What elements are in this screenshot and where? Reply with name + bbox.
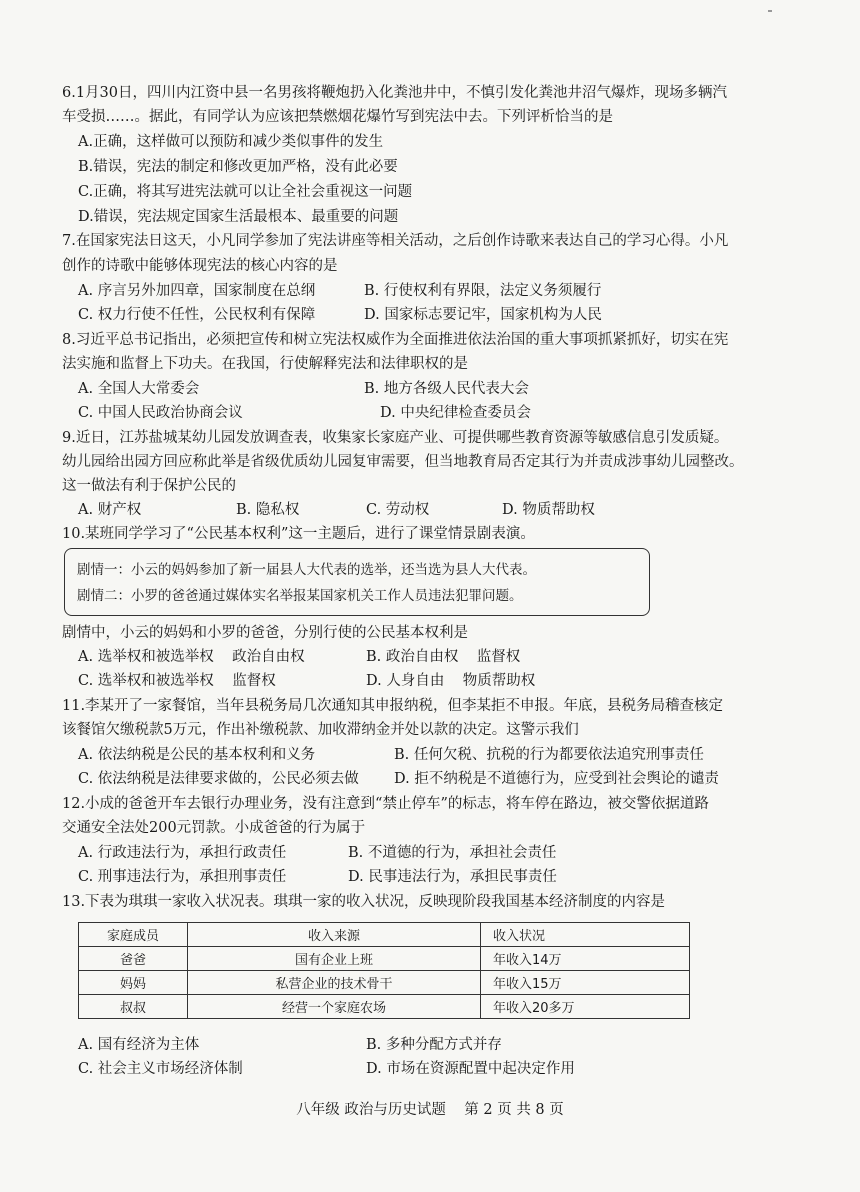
q12-option-d: D. 民事违法行为，承担民事责任: [348, 869, 557, 885]
page-footer: 八年级 政治与历史试题 第 2 页 共 8 页: [296, 1102, 564, 1118]
q13-option-d: D. 市场在资源配置中起决定作用: [366, 1061, 575, 1077]
table-header: 收入状况: [481, 923, 690, 947]
q6-option-d: D.错误，宪法规定国家生活最根本、最重要的问题: [78, 209, 399, 225]
table-header: 收入来源: [188, 923, 481, 947]
q11-option-b: B. 任何欠税、抗税的行为都要依法追究刑事责任: [394, 747, 704, 763]
q6-option-b: B.错误，宪法的制定和修改更加严格，没有此必要: [78, 159, 398, 175]
q8-stem-line2: 法实施和监督上下功夫。在我国，行使解释宪法和法律职权的是: [62, 356, 468, 372]
q11-option-d: D. 拒不纳税是不道德行为，应受到社会舆论的谴责: [394, 771, 719, 787]
table-cell: 国有企业上班: [188, 947, 481, 971]
q6-option-c: C.正确，将其写进宪法就可以让全社会重视这一问题: [78, 184, 413, 200]
q9-option-c: C. 劳动权: [366, 502, 430, 518]
q6-option-a: A.正确，这样做可以预防和减少类似事件的发生: [78, 134, 384, 150]
q10-option-d: D. 人身自由 物质帮助权: [366, 673, 536, 689]
table-row: [79, 947, 690, 971]
q8-option-b: B. 地方各级人民代表大会: [364, 381, 529, 397]
q11-option-c: C. 依法纳税是法律要求做的，公民必须去做: [78, 771, 359, 787]
q11-stem-line1: 11.李某开了一家餐馆，当年县税务局几次通知其申报纳税，但李某拒不申报。年底，县税务局稽查核定: [62, 698, 724, 714]
table-cell: 年收入14万: [481, 947, 690, 971]
q8-option-c: C. 中国人民政治协商会议: [78, 405, 243, 421]
table-cell: 爸爸: [79, 947, 188, 971]
table-row: [79, 995, 690, 1019]
table-header: 家庭成员: [79, 923, 188, 947]
q9-option-d: D. 物质帮助权: [502, 502, 595, 518]
table-row: [79, 971, 690, 995]
q12-option-a: A. 行政违法行为，承担行政责任: [78, 845, 287, 861]
q8-option-a: A. 全国人大常委会: [78, 381, 200, 397]
table-cell: 年收入20多万: [481, 995, 690, 1019]
q9-option-a: A. 财产权: [78, 502, 142, 518]
q7-option-d: D. 国家标志要记牢，国家机构为人民: [364, 307, 602, 323]
q9-stem-line2: 幼儿园给出园方回应称此举是省级优质幼儿园复审需要，但当地教育局否定其行为并责成涉事幼儿园整改。: [62, 454, 744, 470]
q10-option-c: C. 选举权和被选举权 监督权: [78, 673, 276, 689]
q7-option-b: B. 行使权利有界限，法定义务须履行: [364, 283, 602, 299]
q7-stem-line1: 7.在国家宪法日这天，小凡同学参加了宪法讲座等相关活动，之后创作诗歌来表达自己的学习心得。小凡: [62, 233, 729, 249]
table-cell: 叔叔: [79, 995, 188, 1019]
q10-stem-line2: 剧情中，小云的妈妈和小罗的爸爸，分别行使的公民基本权利是: [62, 625, 468, 641]
q7-option-a: A. 序言另外加四章，国家制度在总纲: [78, 283, 316, 299]
q9-stem-line3: 这一做法有利于保护公民的: [62, 478, 236, 494]
q8-stem-line1: 8.习近平总书记指出，必须把宣传和树立宪法权威作为全面推进依法治国的重大事项抓紧抓好，切实在宪: [62, 332, 729, 348]
q7-stem-line2: 创作的诗歌中能够体现宪法的核心内容的是: [62, 258, 338, 274]
q6-stem-line2: 车受损……。据此，有同学认为应该把禁燃烟花爆竹写到宪法中去。下列评析恰当的是: [62, 109, 613, 125]
income-table: [78, 922, 690, 1019]
q10-option-a: A. 选举权和被选举权 政治自由权: [78, 649, 305, 665]
q10-option-b: B. 政治自由权 监督权: [366, 649, 521, 665]
scenario-1: 剧情一：小云的妈妈参加了新一届县人大代表的选举，还当选为县人大代表。: [77, 562, 536, 578]
q13-stem-line1: 13.下表为琪琪一家收入状况表。琪琪一家的收入状况，反映现阶段我国基本经济制度的内容是: [62, 894, 666, 910]
q7-option-c: C. 权力行使不任性，公民权利有保障: [78, 307, 316, 323]
table-cell: 年收入15万: [481, 971, 690, 995]
q13-option-a: A. 国有经济为主体: [78, 1037, 200, 1053]
table-cell: 私营企业的技术骨干: [188, 971, 481, 995]
scenario-2: 剧情二：小罗的爸爸通过媒体实名举报某国家机关工作人员违法犯罪问题。: [77, 588, 523, 604]
q11-option-a: A. 依法纳税是公民的基本权利和义务: [78, 747, 316, 763]
q13-option-c: C. 社会主义市场经济体制: [78, 1061, 243, 1077]
q12-option-b: B. 不道德的行为，承担社会责任: [348, 845, 557, 861]
q12-stem-line2: 交通安全法处200元罚款。小成爸爸的行为属于: [62, 820, 366, 836]
q11-stem-line2: 该餐馆欠缴税款5万元，作出补缴税款、加收滞纳金并处以款的决定。这警示我们: [62, 722, 579, 738]
table-cell: 妈妈: [79, 971, 188, 995]
q6-stem-line1: 6.1月30日，四川内江资中县一名男孩将鞭炮扔入化粪池井中，不慎引发化粪池井沼气爆炸，现场多辆汽: [62, 85, 728, 101]
scan-mark: [768, 10, 772, 12]
q13-option-b: B. 多种分配方式并存: [366, 1037, 502, 1053]
q12-option-c: C. 刑事违法行为，承担刑事责任: [78, 869, 287, 885]
q12-stem-line1: 12.小成的爸爸开车去银行办理业务，没有注意到“禁止停车”的标志，将车停在路边，被交警依据道路: [62, 796, 709, 812]
table-header-row: [79, 923, 690, 947]
q8-option-d: D. 中央纪律检查委员会: [380, 405, 531, 421]
scenario-box: [64, 548, 650, 616]
q9-stem-line1: 9.近日，江苏盐城某幼儿园发放调查表，收集家长家庭产业、可提供哪些教育资源等敏感信息引发质疑。: [62, 430, 729, 446]
table-cell: 经营一个家庭农场: [188, 995, 481, 1019]
q9-option-b: B. 隐私权: [236, 502, 300, 518]
q10-stem-line1: 10.某班同学学习了“公民基本权利”这一主题后，进行了课堂情景剧表演。: [62, 526, 535, 542]
